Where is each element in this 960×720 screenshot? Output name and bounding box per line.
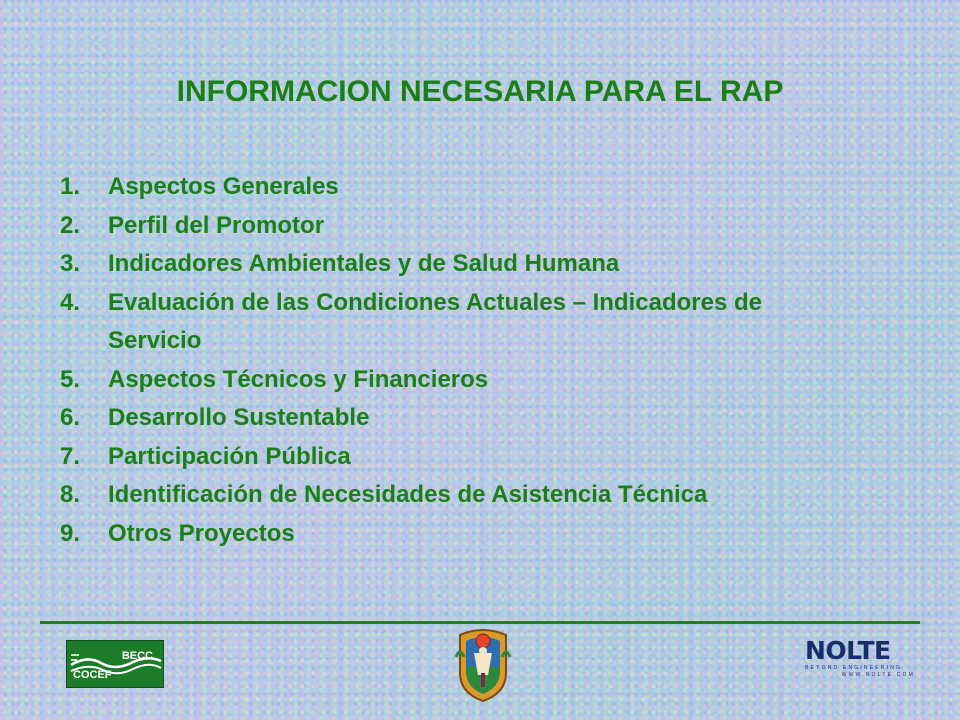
agenda-item	[60, 438, 808, 477]
agenda-item	[60, 245, 808, 284]
nolte-website: WWW.NOLTE.COM	[841, 672, 915, 678]
agenda-item	[60, 476, 808, 515]
agenda-item-number: 6.	[60, 404, 81, 431]
agenda-item-number: 3.	[60, 250, 81, 277]
agenda-item-text: Indicadores Ambientales y de Salud Humana	[108, 250, 620, 277]
agenda-item-number: 7.	[60, 442, 81, 470]
agenda-item-text: Aspectos Técnicos y Financieros	[108, 365, 489, 393]
agenda-item-number: 8.	[60, 481, 81, 508]
agenda-item-number: 4.	[60, 288, 81, 316]
nolte-wordmark: NOLTE	[805, 636, 891, 665]
agenda-item	[60, 207, 808, 246]
agenda-item-number: 1.	[60, 173, 81, 200]
agenda-item-text: Desarrollo Sustentable	[108, 404, 370, 431]
agenda-item-number: 9.	[60, 519, 81, 547]
cocef-logo-text: COCEF	[73, 669, 112, 681]
agenda-item	[60, 284, 808, 361]
agenda-item	[60, 168, 808, 207]
agenda-item-number: 2.	[60, 211, 81, 239]
footer-divider	[40, 621, 920, 624]
agenda-item	[60, 399, 808, 438]
agenda-item	[60, 515, 808, 554]
becc-cocef-logo	[66, 640, 164, 688]
agenda-item-text: Participación Pública	[108, 442, 351, 470]
agenda-item-text: Perfil del Promotor	[108, 211, 325, 239]
nolte-logo	[805, 638, 915, 678]
agenda-item-text: Otros Proyectos	[108, 519, 295, 547]
slide-title: INFORMACION NECESARIA PARA EL RAP	[176, 75, 784, 108]
agenda-item-text: Evaluación de las Condiciones Actuales – Indicadores de Servicio	[108, 288, 762, 354]
coat-of-arms-icon	[454, 627, 512, 703]
becc-wave-icon	[67, 641, 165, 689]
agenda-list	[60, 168, 808, 553]
agenda-item	[60, 361, 808, 400]
nolte-tagline: BEYOND ENGINEERING	[805, 665, 903, 671]
agenda-item-number: 5.	[60, 365, 81, 393]
agenda-item-text: Identificación de Necesidades de Asistencia Técnica	[108, 481, 708, 508]
agenda-item-text: Aspectos Generales	[108, 173, 339, 200]
becc-logo-text: BECC	[121, 650, 153, 662]
